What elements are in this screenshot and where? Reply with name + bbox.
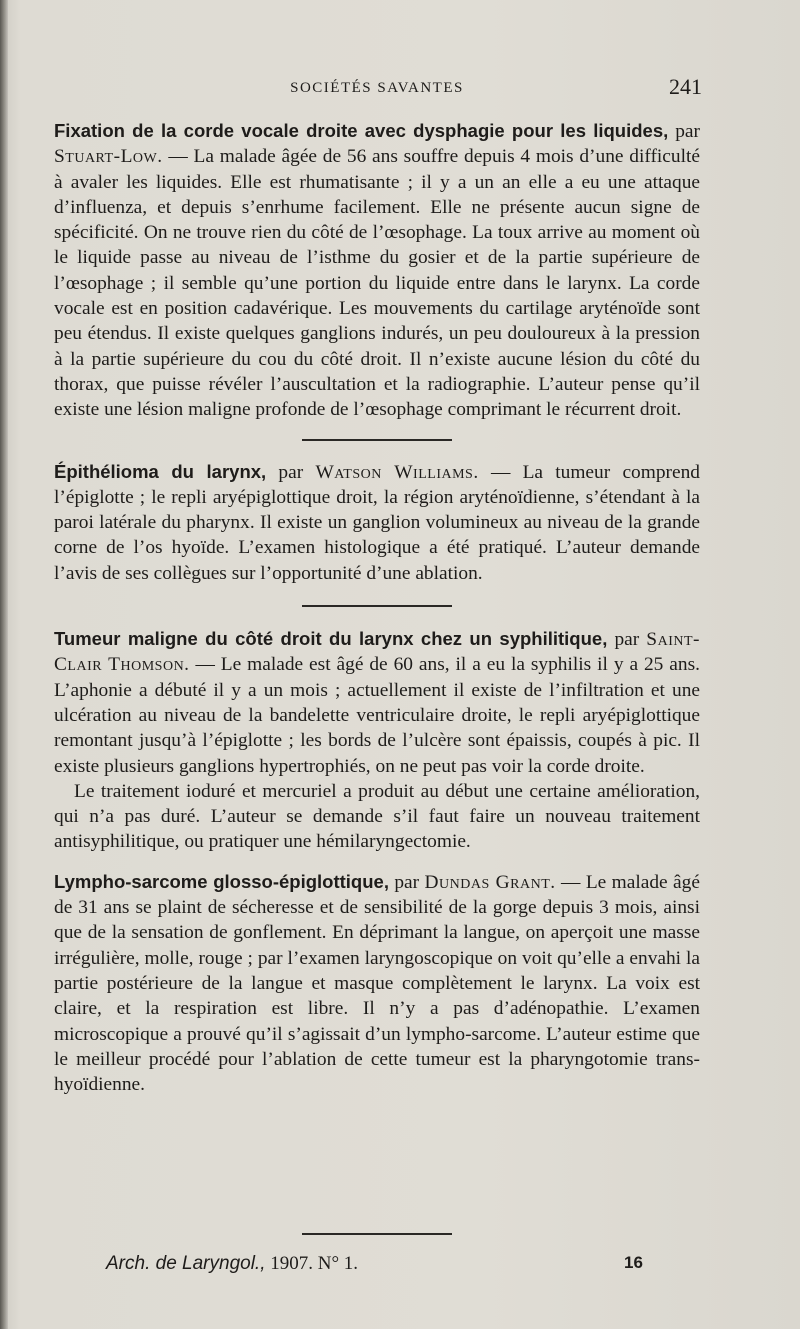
section-paragraph — [54, 869, 700, 1098]
section-text: — Le malade âgé de 31 ans se plaint de sécheresse et de sensibilité de la gorge depuis 3 mois, ainsi que de la sensation de gonflement. En déprimant la langue, on aperçoit une masse irrégulière, molle, rouge ; par l’examen laryngoscopique on voit qu’elle a envahi la partie postérieure de la langue et masque complètement le larynx. La voix est claire, et la respiration est libre. Il n’y a pas d’adénopathie. L’examen microscopique a prouvé qu’il s’agissait d’un lympho-sarcome. L’auteur estime que le meilleur procédé pour l’ablation de cette tumeur est la pharyngotomie trans-hyoïdienne. — [54, 871, 700, 1096]
section-by: par — [394, 871, 420, 893]
running-header — [52, 76, 702, 102]
section-divider — [302, 439, 452, 441]
section-paragraph — [54, 118, 700, 423]
page-footer — [54, 1233, 700, 1293]
section-by: par — [675, 121, 700, 142]
journal-name: Arch. de Laryngol., — [106, 1253, 266, 1274]
section-author: Dundas Grant. — [424, 871, 556, 893]
running-title: SOCIÉTÉS SAVANTES — [290, 80, 464, 96]
section-text: — Le malade est âgé de 60 ans, il a eu la syphilis il y a 25 ans. L’aphonie a débuté il y a un mois ; actuellement il existe de l’infiltration et une ulcération au niveau de la bandelette ventriculaire droite, le repli aryépiglottique remontant jusqu’à l’épiglotte ; les bords de l’ulcère sont épaissis, coupés à pic. Il existe plusieurs ganglions hypertrophiés, on ne peut pas voir la corde droite. — [54, 654, 700, 777]
page-body — [54, 118, 700, 1097]
section-by: par — [278, 461, 304, 483]
journal-issue: 1907. N° 1. — [270, 1253, 359, 1274]
page-number: 241 — [669, 74, 702, 99]
section-title: Épithélioma du larynx, — [54, 460, 267, 482]
section-paragraph — [54, 626, 700, 779]
section-title: Tumeur maligne du côté droit du larynx chez un syphilitique, — [54, 628, 608, 650]
section-by: par — [614, 629, 640, 651]
section-title: Lympho-sarcome glosso-épiglottique, — [54, 870, 389, 892]
section-divider — [302, 605, 452, 607]
section-text: — La malade âgée de 56 ans souffre depuis 4 mois d’une difficulté à avaler les liquides. Elle est rhumatisante ; il y a un an elle a eu une attaque d’influenza, et depuis s’enrhume facilement. Elle ne présente aucun signe de spécificité. On ne trouve rien du côté de l’œsophage. La toux arrive au moment où le liquide passe au niveau de l’isthme du gosier et de la partie supérieure de l’œsophage ; il semble qu’une portion du liquide entre dans le larynx. La corde vocale est en position cadavérique. Les mouvements du cartilage aryténoïde sont peu étendus. Il existe quelques ganglions indurés, un peu douloureux à la pression à la partie supérieure du cou du côté droit. Il n’existe aucune lésion du côté du thorax, que puisse révéler l’auscultation et la radiographie. L’auteur pense qu’il existe une lésion maligne profonde de l’œsophage comprimant le récurrent droit. — [54, 146, 700, 421]
section-author: Watson Williams. — [315, 461, 479, 483]
section-paragraph — [54, 459, 700, 586]
sheet-number: 16 — [624, 1253, 643, 1272]
section-paragraph-continued: Le traitement ioduré et mercuriel a produit au début une certaine amélioration, qui n’a pas duré. L’auteur se demande s’il faut faire un nouveau traitement antisyphilitique, ou pratiquer une hémilaryngectomie. — [54, 780, 700, 853]
section-title: Fixation de la corde vocale droite avec dysphagie pour les liquides, — [54, 120, 669, 141]
section-author: Stuart-Low. — [54, 146, 163, 168]
section-author: Saint-Clair Thomson. — [54, 629, 700, 676]
section-text: — La tumeur comprend l’épiglotte ; le repli aryépiglottique droit, la région aryténoïdienne, s’étendant à la paroi latérale du pharynx. Il existe un ganglion volumineux au niveau de la grande corne de l’os hyoïde. L’examen histologique a été pratiqué. L’auteur demande l’avis de ses collègues sur l’opportunité d’une ablation. — [54, 461, 700, 584]
section-gap — [54, 855, 700, 869]
footer-citation — [106, 1253, 358, 1275]
page-spine-shadow — [0, 0, 8, 1329]
footer-divider — [302, 1233, 452, 1235]
